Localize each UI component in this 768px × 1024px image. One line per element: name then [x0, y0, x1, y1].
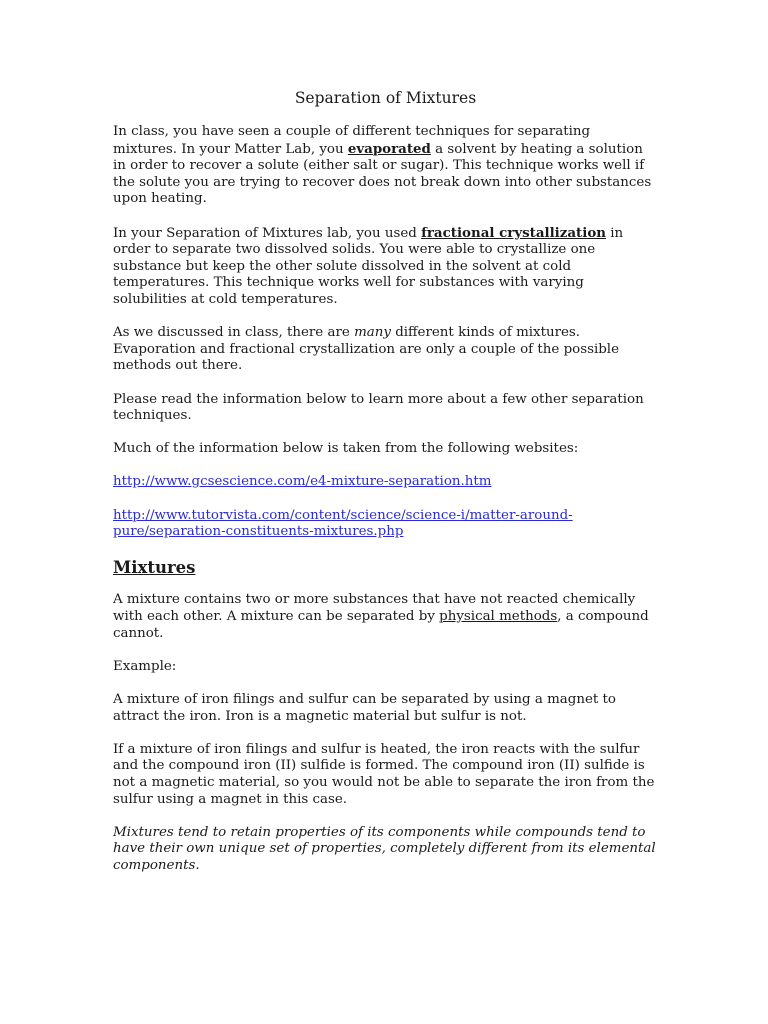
source-link-gcsescience[interactable]: http://www.gcsescience.com/e4-mixture-separation.htm	[113, 474, 492, 490]
mixtures-note: Mixtures tend to retain properties of its components while compounds tend to have their own unique set of properties, completely different from its elemental components.	[113, 824, 656, 873]
example-heated-paragraph: If a mixture of iron filings and sulfur is heated, the iron reacts with the sulfur and the compound iron (II) sulfide is formed. The compound iron (II) sulfide is not a magnetic material, so you would not be able to separate the iron from the sulfur using a magnet in this case.	[113, 741, 655, 807]
document-page	[113, 88, 658, 891]
mixtures-definition-paragraph: A mixture contains two or more substances that have not reacted chemically with each other. A mixture can be separated by physical methods, a compound cannot.	[113, 592, 649, 641]
page-title: Separation of Mixtures	[294, 89, 477, 107]
intro-paragraph-crystallization: In your Separation of Mixtures lab, you used fractional crystallization in order to separate two dissolved solids. You were able to crystallize one substance but keep the other solute dissolved in the solvent at cold temperatures. This technique works well for substances with varying solubilities at cold temperatures.	[113, 224, 624, 307]
source-link-paragraph-1	[113, 474, 658, 491]
intro-paragraph-evaporation: In class, you have seen a couple of different techniques for separating mixtures. In your Matter Lab, you evaporated a solvent by heating a solution in order to recover a solute (either salt or sugar). This technique works well if the solute you are trying to recover does not break down into other substances upon heating.	[113, 124, 652, 207]
section-heading-mixtures: Mixtures	[113, 558, 196, 578]
source-link-tutorvista[interactable]: http://www.tutorvista.com/content/science/science-i/matter-around-pure/separation-constituents-mixtures.php	[113, 507, 573, 540]
term-evaporated: evaporated	[347, 140, 431, 157]
intro-paragraph-sources: Much of the information below is taken from the following websites:	[113, 441, 579, 457]
emphasis-many: many	[354, 325, 391, 341]
intro-paragraph-read-below: Please read the information below to learn more about a few other separation techniques.	[113, 391, 644, 424]
example-magnet-paragraph: A mixture of iron filings and sulfur can be separated by using a magnet to attract the iron. Iron is a magnetic material but sulfur is not.	[113, 692, 616, 724]
intro-paragraph-many-mixtures: As we discussed in class, there are many different kinds of mixtures. Evaporation and fractional crystallization are only a couple of the possible methods out there.	[113, 325, 620, 374]
term-fractional-crystallization: fractional crystallization	[421, 224, 606, 241]
term-physical-methods: physical methods	[439, 609, 558, 625]
source-link-paragraph-2	[113, 508, 658, 541]
example-label: Example:	[113, 658, 177, 674]
